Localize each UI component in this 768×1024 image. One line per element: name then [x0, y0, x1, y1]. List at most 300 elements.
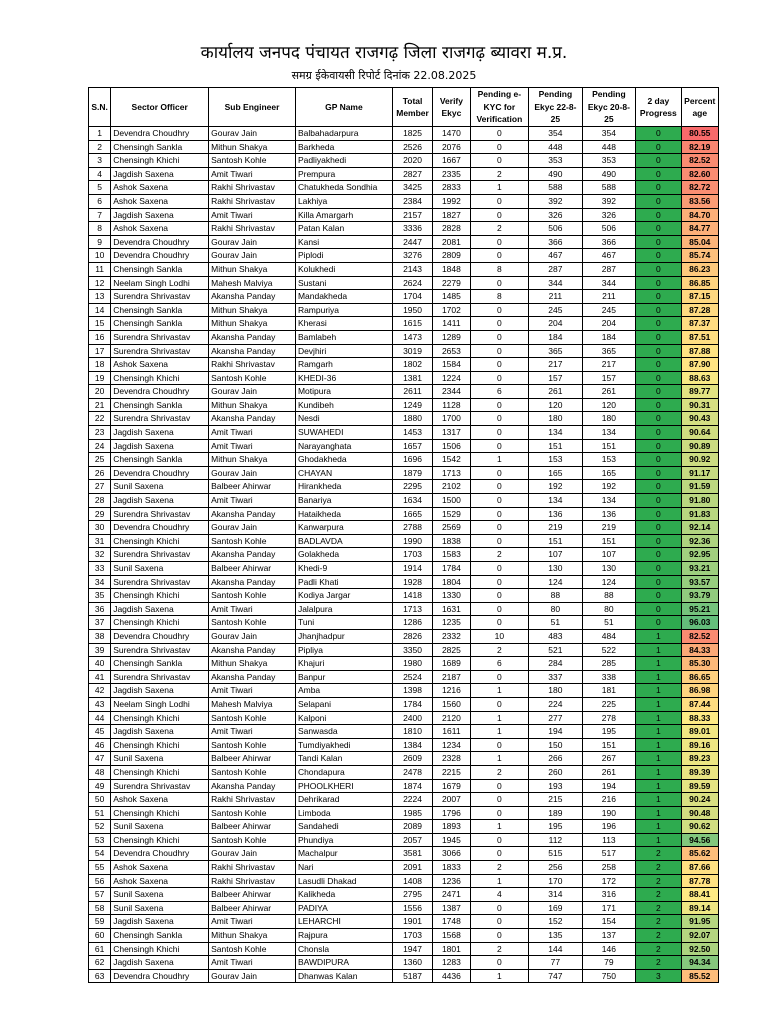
table-row: [89, 820, 719, 834]
col-gp-name-cell: Nari: [295, 861, 392, 875]
col-pending-verification-cell: 0: [470, 521, 529, 535]
col-sub-engineer-cell: Santosh Kohle: [209, 806, 296, 820]
col-verify-ekyc-cell: 1583: [433, 548, 470, 562]
col-sn-cell: 17: [89, 344, 111, 358]
col-sn-cell: 14: [89, 303, 111, 317]
col-pending-22-8-cell: 165: [529, 466, 583, 480]
col-percentage-cell: 91.80: [681, 494, 718, 508]
col-pending-20-8-cell: 196: [582, 820, 636, 834]
col-sector-officer-cell: Chensingh Khichi: [111, 534, 209, 548]
col-sn-cell: 2: [89, 140, 111, 154]
col-percentage-cell: 88.33: [681, 711, 718, 725]
col-pending-20-8-header: Pending Ekyc 20-8-25: [582, 88, 636, 127]
col-pending-verification-cell: 0: [470, 929, 529, 943]
col-verify-ekyc-cell: 1784: [433, 562, 470, 576]
col-sector-officer-cell: Surendra Shrivastav: [111, 290, 209, 304]
col-pending-20-8-cell: 750: [582, 969, 636, 983]
col-percentage-cell: 90.48: [681, 806, 718, 820]
col-gp-name-cell: Hataikheda: [295, 507, 392, 521]
col-sector-officer-cell: Devendra Choudhry: [111, 466, 209, 480]
col-pending-22-8-cell: 215: [529, 793, 583, 807]
col-pending-20-8-cell: 217: [582, 358, 636, 372]
col-sector-officer-cell: Chensingh Sankla: [111, 657, 209, 671]
col-percentage-cell: 86.65: [681, 670, 718, 684]
col-percentage-cell: 89.16: [681, 738, 718, 752]
table-row: [89, 466, 719, 480]
table-row: [89, 589, 719, 603]
col-sub-engineer-cell: Balbeer Ahirwar: [209, 901, 296, 915]
col-verify-ekyc-cell: 1713: [433, 466, 470, 480]
col-pending-22-8-cell: 284: [529, 657, 583, 671]
col-percentage-cell: 96.03: [681, 616, 718, 630]
col-percentage-cell: 87.37: [681, 317, 718, 331]
col-pending-22-8-cell: 366: [529, 235, 583, 249]
col-sn-cell: 51: [89, 806, 111, 820]
col-gp-name-cell: Jhanjhadpur: [295, 629, 392, 643]
col-2day-progress-cell: 0: [636, 208, 681, 222]
col-sn-cell: 60: [89, 929, 111, 943]
col-pending-20-8-cell: 354: [582, 127, 636, 141]
col-sector-officer-cell: Sunil Saxena: [111, 888, 209, 902]
col-pending-verification-cell: 0: [470, 398, 529, 412]
col-sector-officer-cell: Surendra Shrivastav: [111, 412, 209, 426]
col-2day-progress-cell: 0: [636, 616, 681, 630]
col-total-member-header: Total Member: [392, 88, 432, 127]
col-pending-20-8-cell: 154: [582, 915, 636, 929]
col-sn-header: S.N.: [89, 88, 111, 127]
col-percentage-cell: 85.62: [681, 847, 718, 861]
col-pending-22-8-cell: 135: [529, 929, 583, 943]
col-sn-cell: 53: [89, 833, 111, 847]
col-verify-ekyc-cell: 2332: [433, 629, 470, 643]
table-row: [89, 861, 719, 875]
col-sub-engineer-cell: Akansha Panday: [209, 548, 296, 562]
col-percentage-cell: 87.88: [681, 344, 718, 358]
col-pending-20-8-cell: 151: [582, 738, 636, 752]
col-total-member-cell: 1990: [392, 534, 432, 548]
col-sn-cell: 33: [89, 562, 111, 576]
table-row: [89, 330, 719, 344]
col-gp-name-cell: Prempura: [295, 167, 392, 181]
col-pending-20-8-cell: 107: [582, 548, 636, 562]
col-2day-progress-cell: 0: [636, 358, 681, 372]
col-verify-ekyc-cell: 1560: [433, 697, 470, 711]
col-total-member-cell: 1381: [392, 371, 432, 385]
col-pending-22-8-cell: 277: [529, 711, 583, 725]
col-pending-22-8-cell: 392: [529, 194, 583, 208]
col-verify-ekyc-cell: 1234: [433, 738, 470, 752]
col-verify-ekyc-cell: 1128: [433, 398, 470, 412]
col-pending-22-8-cell: 353: [529, 154, 583, 168]
col-total-member-cell: 1453: [392, 426, 432, 440]
col-sn-cell: 63: [89, 969, 111, 983]
col-sn-cell: 10: [89, 249, 111, 263]
col-verify-ekyc-header: Verify Ekyc: [433, 88, 470, 127]
col-sn-cell: 27: [89, 480, 111, 494]
col-pending-verification-cell: 0: [470, 806, 529, 820]
col-pending-verification-cell: 0: [470, 901, 529, 915]
col-2day-progress-cell: 0: [636, 507, 681, 521]
col-gp-name-cell: Kolukhedi: [295, 262, 392, 276]
col-sector-officer-cell: Sunil Saxena: [111, 820, 209, 834]
col-pending-22-8-cell: 192: [529, 480, 583, 494]
col-sector-officer-cell: Chensingh Khichi: [111, 371, 209, 385]
col-total-member-cell: 1384: [392, 738, 432, 752]
col-sub-engineer-cell: Amit Tiwari: [209, 725, 296, 739]
col-pending-22-8-cell: 217: [529, 358, 583, 372]
col-verify-ekyc-cell: 1387: [433, 901, 470, 915]
col-pending-22-8-cell: 521: [529, 643, 583, 657]
col-total-member-cell: 1665: [392, 507, 432, 521]
col-pending-22-8-cell: 204: [529, 317, 583, 331]
col-sub-engineer-cell: Gourav Jain: [209, 235, 296, 249]
col-total-member-cell: 3581: [392, 847, 432, 861]
col-total-member-cell: 2447: [392, 235, 432, 249]
col-verify-ekyc-cell: 1529: [433, 507, 470, 521]
col-pending-verification-cell: 0: [470, 194, 529, 208]
col-sn-cell: 28: [89, 494, 111, 508]
col-pending-verification-cell: 0: [470, 317, 529, 331]
col-2day-progress-cell: 0: [636, 494, 681, 508]
col-pending-22-8-cell: 224: [529, 697, 583, 711]
col-pending-verification-cell: 0: [470, 847, 529, 861]
col-pending-20-8-cell: 267: [582, 752, 636, 766]
col-gp-name-cell: Padli Khati: [295, 575, 392, 589]
col-sector-officer-cell: Devendra Choudhry: [111, 235, 209, 249]
col-total-member-cell: 2624: [392, 276, 432, 290]
col-total-member-cell: 1703: [392, 929, 432, 943]
col-total-member-cell: 1980: [392, 657, 432, 671]
col-2day-progress-cell: 0: [636, 371, 681, 385]
col-sub-engineer-cell: Amit Tiwari: [209, 439, 296, 453]
table-row: [89, 127, 719, 141]
col-verify-ekyc-cell: 2076: [433, 140, 470, 154]
table-row: [89, 208, 719, 222]
col-pending-22-8-cell: 747: [529, 969, 583, 983]
table-row: [89, 317, 719, 331]
col-pending-verification-cell: 0: [470, 602, 529, 616]
col-sn-cell: 46: [89, 738, 111, 752]
col-sector-officer-cell: Chensingh Khichi: [111, 942, 209, 956]
col-2day-progress-cell: 1: [636, 833, 681, 847]
col-sector-officer-cell: Sunil Saxena: [111, 562, 209, 576]
col-2day-progress-cell: 1: [636, 643, 681, 657]
col-gp-name-cell: BADLAVDA: [295, 534, 392, 548]
col-pending-20-8-cell: 338: [582, 670, 636, 684]
col-total-member-cell: 2795: [392, 888, 432, 902]
col-sn-cell: 6: [89, 194, 111, 208]
col-pending-verification-cell: 0: [470, 494, 529, 508]
col-2day-progress-cell: 0: [636, 589, 681, 603]
col-pending-verification-cell: 2: [470, 548, 529, 562]
col-sector-officer-cell: Chensingh Sankla: [111, 262, 209, 276]
col-sub-engineer-cell: Rakhi Shrivastav: [209, 181, 296, 195]
col-sn-cell: 5: [89, 181, 111, 195]
col-gp-name-header: GP Name: [295, 88, 392, 127]
col-percentage-cell: 90.64: [681, 426, 718, 440]
col-sub-engineer-cell: Rakhi Shrivastav: [209, 793, 296, 807]
col-pending-verification-cell: 0: [470, 466, 529, 480]
col-sector-officer-cell: Devendra Choudhry: [111, 385, 209, 399]
col-pending-22-8-cell: 266: [529, 752, 583, 766]
col-2day-progress-cell: 0: [636, 385, 681, 399]
col-gp-name-cell: Sandahedi: [295, 820, 392, 834]
col-gp-name-cell: Banpur: [295, 670, 392, 684]
col-verify-ekyc-cell: 1679: [433, 779, 470, 793]
col-gp-name-cell: KHEDI-36: [295, 371, 392, 385]
col-total-member-cell: 1880: [392, 412, 432, 426]
col-sn-cell: 35: [89, 589, 111, 603]
col-sub-engineer-cell: Balbeer Ahirwar: [209, 820, 296, 834]
col-sub-engineer-cell: Gourav Jain: [209, 629, 296, 643]
col-sn-cell: 11: [89, 262, 111, 276]
table-row: [89, 806, 719, 820]
col-2day-progress-cell: 0: [636, 534, 681, 548]
col-pending-verification-cell: 8: [470, 262, 529, 276]
col-sector-officer-cell: Ashok Saxena: [111, 874, 209, 888]
col-pending-20-8-cell: 287: [582, 262, 636, 276]
col-pending-20-8-cell: 506: [582, 222, 636, 236]
col-percentage-cell: 90.43: [681, 412, 718, 426]
col-sub-engineer-cell: Akansha Panday: [209, 344, 296, 358]
col-percentage-cell: 85.30: [681, 657, 718, 671]
col-verify-ekyc-cell: 1689: [433, 657, 470, 671]
col-sub-engineer-cell: Akansha Panday: [209, 507, 296, 521]
col-sector-officer-cell: Chensingh Khichi: [111, 616, 209, 630]
col-pending-22-8-cell: 107: [529, 548, 583, 562]
col-pending-22-8-cell: 51: [529, 616, 583, 630]
col-sector-officer-cell: Chensingh Khichi: [111, 833, 209, 847]
col-sector-officer-cell: Jagdish Saxena: [111, 915, 209, 929]
col-verify-ekyc-cell: 2828: [433, 222, 470, 236]
col-pending-verification-cell: 0: [470, 534, 529, 548]
table-row: [89, 222, 719, 236]
col-verify-ekyc-cell: 1796: [433, 806, 470, 820]
col-pending-22-8-cell: 195: [529, 820, 583, 834]
col-pending-20-8-cell: 204: [582, 317, 636, 331]
col-pending-verification-cell: 0: [470, 589, 529, 603]
col-pending-22-8-cell: 151: [529, 439, 583, 453]
col-gp-name-cell: Khedi-9: [295, 562, 392, 576]
col-percentage-cell: 92.07: [681, 929, 718, 943]
col-gp-name-cell: Balbahadarpura: [295, 127, 392, 141]
col-pending-verification-cell: 0: [470, 208, 529, 222]
table-row: [89, 793, 719, 807]
col-pending-22-8-cell: 365: [529, 344, 583, 358]
col-2day-progress-cell: 0: [636, 548, 681, 562]
col-gp-name-cell: Ghodakheda: [295, 453, 392, 467]
col-pending-verification-cell: 2: [470, 861, 529, 875]
col-verify-ekyc-cell: 2102: [433, 480, 470, 494]
col-gp-name-cell: Kherasi: [295, 317, 392, 331]
col-sub-engineer-cell: Amit Tiwari: [209, 167, 296, 181]
col-pending-22-8-cell: 150: [529, 738, 583, 752]
col-pending-verification-cell: 2: [470, 643, 529, 657]
col-sn-cell: 58: [89, 901, 111, 915]
col-verify-ekyc-cell: 2007: [433, 793, 470, 807]
col-sn-cell: 1: [89, 127, 111, 141]
col-verify-ekyc-cell: 1584: [433, 358, 470, 372]
col-sn-cell: 22: [89, 412, 111, 426]
col-total-member-cell: 2611: [392, 385, 432, 399]
col-verify-ekyc-cell: 1236: [433, 874, 470, 888]
col-sub-engineer-cell: Mithun Shakya: [209, 657, 296, 671]
col-percentage-cell: 92.95: [681, 548, 718, 562]
table-row: [89, 494, 719, 508]
col-sector-officer-cell: Chensingh Sankla: [111, 398, 209, 412]
col-verify-ekyc-cell: 1224: [433, 371, 470, 385]
col-pending-20-8-cell: 151: [582, 534, 636, 548]
report-subtitle: समग्र ईकेवायसी रिपोर्ट दिनांक 22.08.2025: [291, 69, 477, 82]
col-verify-ekyc-cell: 1235: [433, 616, 470, 630]
col-percentage-cell: 90.24: [681, 793, 718, 807]
col-verify-ekyc-cell: 1330: [433, 589, 470, 603]
col-sub-engineer-cell: Santosh Kohle: [209, 738, 296, 752]
col-2day-progress-cell: 0: [636, 426, 681, 440]
col-pending-22-8-cell: 261: [529, 385, 583, 399]
col-percentage-cell: 80.55: [681, 127, 718, 141]
col-percentage-cell: 82.52: [681, 629, 718, 643]
col-gp-name-cell: Selapani: [295, 697, 392, 711]
col-total-member-cell: 1704: [392, 290, 432, 304]
col-pending-verification-cell: 0: [470, 140, 529, 154]
col-sn-cell: 61: [89, 942, 111, 956]
col-verify-ekyc-cell: 2335: [433, 167, 470, 181]
col-total-member-cell: 3276: [392, 249, 432, 263]
col-2day-progress-cell: 0: [636, 303, 681, 317]
col-percentage-cell: 82.72: [681, 181, 718, 195]
col-pending-20-8-cell: 467: [582, 249, 636, 263]
col-percentage-cell: 87.28: [681, 303, 718, 317]
col-2day-progress-cell: 0: [636, 439, 681, 453]
col-sn-cell: 49: [89, 779, 111, 793]
col-pending-20-8-cell: 484: [582, 629, 636, 643]
col-sn-cell: 55: [89, 861, 111, 875]
col-pending-verification-cell: 0: [470, 249, 529, 263]
col-pending-20-8-cell: 180: [582, 412, 636, 426]
col-sector-officer-cell: Ashok Saxena: [111, 222, 209, 236]
col-sn-cell: 4: [89, 167, 111, 181]
col-gp-name-cell: Tandi Kalan: [295, 752, 392, 766]
col-pending-20-8-cell: 490: [582, 167, 636, 181]
table-row: [89, 439, 719, 453]
col-sub-engineer-cell: Rakhi Shrivastav: [209, 358, 296, 372]
col-2day-progress-cell: 2: [636, 874, 681, 888]
col-verify-ekyc-cell: 1827: [433, 208, 470, 222]
col-pending-verification-cell: 1: [470, 711, 529, 725]
col-pending-20-8-cell: 316: [582, 888, 636, 902]
col-sector-officer-cell: Surendra Shrivastav: [111, 548, 209, 562]
col-pending-20-8-cell: 165: [582, 466, 636, 480]
col-sn-cell: 26: [89, 466, 111, 480]
table-row: [89, 181, 719, 195]
col-pending-20-8-cell: 261: [582, 385, 636, 399]
col-2day-progress-cell: 0: [636, 398, 681, 412]
col-total-member-cell: 1473: [392, 330, 432, 344]
col-sn-cell: 25: [89, 453, 111, 467]
col-sub-engineer-cell: Akansha Panday: [209, 575, 296, 589]
col-2day-progress-cell: 0: [636, 466, 681, 480]
col-pending-22-8-cell: 153: [529, 453, 583, 467]
col-sector-officer-cell: Chensingh Sankla: [111, 453, 209, 467]
col-2day-progress-cell: 1: [636, 629, 681, 643]
table-row: [89, 969, 719, 983]
col-pending-verification-cell: 0: [470, 562, 529, 576]
col-pending-22-8-cell: 184: [529, 330, 583, 344]
col-sn-cell: 47: [89, 752, 111, 766]
col-total-member-cell: 2020: [392, 154, 432, 168]
col-gp-name-cell: Golakheda: [295, 548, 392, 562]
col-2day-progress-cell: 3: [636, 969, 681, 983]
col-percentage-cell: 92.14: [681, 521, 718, 535]
col-percentage-cell: 90.89: [681, 439, 718, 453]
col-pending-verification-cell: 0: [470, 371, 529, 385]
col-sn-cell: 15: [89, 317, 111, 331]
col-total-member-cell: 1249: [392, 398, 432, 412]
col-2day-progress-cell: 0: [636, 575, 681, 589]
col-verify-ekyc-cell: 1804: [433, 575, 470, 589]
col-sector-officer-cell: Chensingh Khichi: [111, 806, 209, 820]
table-row: [89, 697, 719, 711]
col-2day-progress-cell: 1: [636, 793, 681, 807]
col-total-member-cell: 3336: [392, 222, 432, 236]
table-row: [89, 956, 719, 970]
col-gp-name-cell: SUWAHEDI: [295, 426, 392, 440]
col-sub-engineer-cell: Santosh Kohle: [209, 154, 296, 168]
col-sn-cell: 16: [89, 330, 111, 344]
col-pending-22-8-cell: 136: [529, 507, 583, 521]
col-sub-engineer-cell: Balbeer Ahirwar: [209, 888, 296, 902]
col-verify-ekyc-cell: 1411: [433, 317, 470, 331]
col-2day-progress-cell: 2: [636, 956, 681, 970]
col-gp-name-cell: Kundibeh: [295, 398, 392, 412]
col-sector-officer-cell: Surendra Shrivastav: [111, 344, 209, 358]
col-total-member-cell: 3019: [392, 344, 432, 358]
col-total-member-cell: 5187: [392, 969, 432, 983]
col-pending-verification-cell: 0: [470, 127, 529, 141]
col-gp-name-cell: Machalpur: [295, 847, 392, 861]
col-pending-20-8-cell: 258: [582, 861, 636, 875]
col-2day-progress-cell: 0: [636, 521, 681, 535]
col-total-member-cell: 1810: [392, 725, 432, 739]
col-percentage-cell: 89.77: [681, 385, 718, 399]
col-sn-cell: 52: [89, 820, 111, 834]
col-2day-progress-cell: 2: [636, 929, 681, 943]
col-sn-cell: 62: [89, 956, 111, 970]
col-gp-name-cell: Barkheda: [295, 140, 392, 154]
col-sn-cell: 38: [89, 629, 111, 643]
col-sub-engineer-cell: Amit Tiwari: [209, 956, 296, 970]
col-2day-progress-cell: 0: [636, 276, 681, 290]
col-total-member-cell: 2827: [392, 167, 432, 181]
table-row: [89, 616, 719, 630]
col-sector-officer-cell: Devendra Choudhry: [111, 249, 209, 263]
col-verify-ekyc-cell: 1283: [433, 956, 470, 970]
col-sn-cell: 44: [89, 711, 111, 725]
col-verify-ekyc-cell: 2328: [433, 752, 470, 766]
col-2day-progress-cell: 0: [636, 249, 681, 263]
col-percentage-cell: 89.39: [681, 765, 718, 779]
col-pending-20-8-cell: 190: [582, 806, 636, 820]
col-2day-progress-cell: 0: [636, 235, 681, 249]
col-pending-20-8-cell: 157: [582, 371, 636, 385]
table-body: [89, 127, 719, 983]
col-pending-20-8-cell: 79: [582, 956, 636, 970]
col-2day-progress-cell: 0: [636, 330, 681, 344]
col-sub-engineer-cell: Gourav Jain: [209, 969, 296, 983]
col-sub-engineer-cell: Mithun Shakya: [209, 929, 296, 943]
table-row: [89, 765, 719, 779]
